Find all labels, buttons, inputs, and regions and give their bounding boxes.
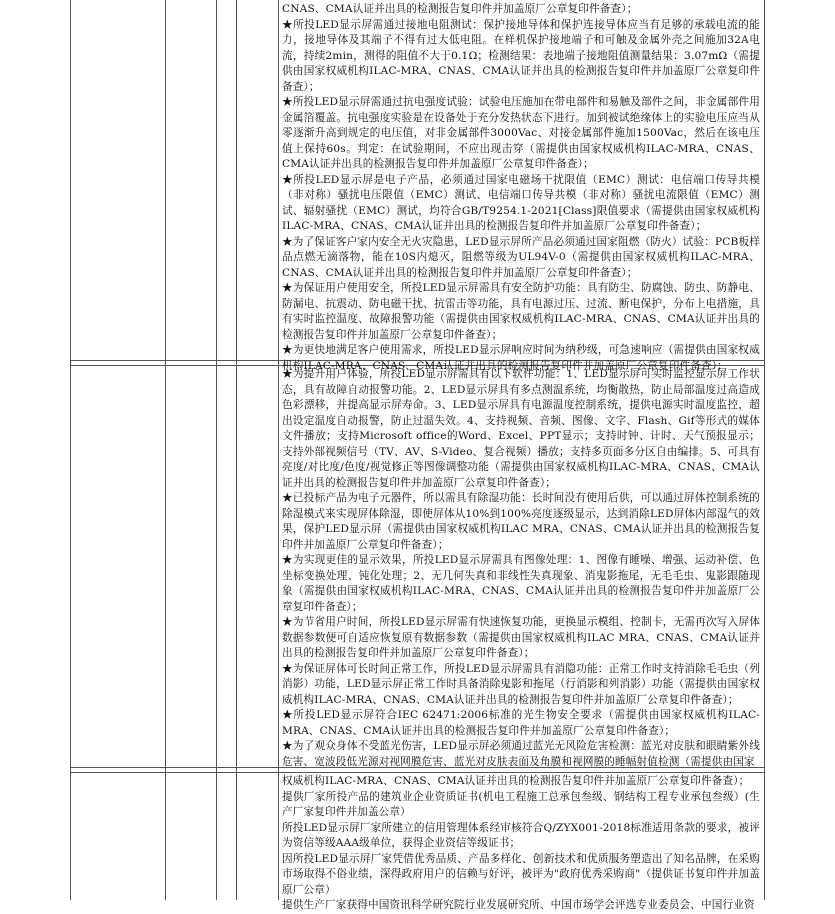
requirement-paragraph: ★已投标产品为电子元器件，所以需具有除湿功能：长时间没有使用后供，可以通过屏体控制系统的除湿模式来实现屏体除湿，即使屏体从10%到100%亮度逐级显示，达到消除LED屏体内部湿气的效果，保护LED显示屏（需提供由国家权威机构ILAC MRA、CNAS、CMA认证并出具的检测报告复印件并加盖原厂公章复印件备查）； xyxy=(282,492,760,551)
table-row-divider xyxy=(70,772,765,773)
table-border-right xyxy=(764,0,765,900)
table-column-divider xyxy=(278,0,279,900)
requirement-cell xyxy=(282,367,760,770)
table-column-divider xyxy=(236,0,237,900)
requirement-paragraph: 权威机构ILAC-MRA、CNAS、CMA认证并出具的检测报告复印件并加盖原厂公章复印件备查）； xyxy=(282,775,750,787)
requirement-paragraph: ★为保证用户使用安全，所投LED显示屏需具有安全防护功能：具有防尘、防腐蚀、防虫、防静电、防漏电、抗震动、防电磁干扰、抗雷击等功能，具有电源过压、过流、断电保护，分布上电措施，具有实时监控温度、故障报警功能（需提供由国家权威机构ILAC-MRA、CNAS、CMA认证并出具的检测报告复印件并加盖原厂公章复印件备查）； xyxy=(282,282,760,341)
table-column-divider xyxy=(165,0,166,900)
requirement-cell xyxy=(282,774,760,914)
requirement-paragraph: 所投LED显示屏厂家所建立的信用管理体系经审核符合Q/ZYX001-2018标准适用条款的要求，被评为资信等级AAA级单位，获得企业资信等级证书； xyxy=(282,821,760,849)
requirement-paragraph: ★为实现更佳的显示效果，所投LED显示屏需具有图像处理：1、图像有睡噪、增强、运动补偿、色坐标变换处理、钝化处理；2、无几何失真和非线性失真现象、消鬼影拖尾，无毛毛虫、鬼影跟随现象（需提供由国家权威机构ILAC-MRA、CNAS、CMA认证并出具的检测报告复印件并加盖原厂公章复印件备查）； xyxy=(282,554,760,613)
requirement-paragraph: ★为了观众身体不受蓝光伤害，LED显示屏必须通过蓝光无风险危害检测：蓝光对皮肤和眼睛紫外线危害、宽波段低光源对视网膜危害、蓝光对皮肤表面及角膜和视网膜的睡幅射值检测（需提供由国家 xyxy=(282,740,760,768)
table-column-divider xyxy=(216,0,217,900)
requirement-paragraph: ★为了保证客户家内安全无火灾隐患，LED显示屏所产品必须通过国家阻燃（防火）试验：PCB板样品点燃无滴落物，能在10S内熄灭，阻燃等级为UL94V-0（需提供由国家权威机构ILAC-MRA、CNAS、CMA认证并出具的检测报告复印件并加盖原厂公章复印件备查）； xyxy=(282,235,760,279)
requirement-paragraph: ★为节省用户时间，所投LED显示屏需有快速恢复功能，更换显示模组、控制卡，无需再次写入屏体数据参数便可自适应恢复原有数据参数（需提供由国家权威机构ILAC MRA、CNAS、CMA认证并出具的检测报告复印件并加盖原厂公章复印件备查）； xyxy=(282,616,760,659)
requirement-paragraph: ★为提升用户体验，所投LED显示屏需具有以下软件功能：1、LED显示屏可实时监控显示屏工作状态，具有故障自动报警功能。2、LED显示屏具有多点测温系统，均衡散热，防止局部温度过高造成色彩漂移，并提高显示屏寿命。3、LED显示屏具有电源温度控制系统，提供电源实时温度监控，超出设定温度自动报警，防止过温失效。4、支持视频、音频、图像、文字、Flash、Gif等形式的媒体文件播放；支持Microsoft office的Word、Excel、PPT显示；支持时钟、计时、天气预报显示；支持外部视频信号（TV、AV、S-Video、复合视频）播放；支持多页面多分区自由编排。5、可具有亮度/对比度/色度/视觉修正等图像调整功能（需提供由国家权威机构ILAC-MRA、CNAS、CMA认证并出具的检测报告复印件并加盖原厂公章复印件备查）； xyxy=(282,368,760,489)
requirement-paragraph: 提供厂家所投产品的建筑业企业资质证书(机电工程施工总承包叁级、钢结构工程专业承包叁级）(生产厂家复印件并加盖公章） xyxy=(282,790,760,818)
table-border-left xyxy=(70,0,71,900)
requirement-cell xyxy=(282,2,760,374)
requirement-paragraph: ★所投LED显示屏符合IEC 62471:2006标准的光生物安全要求（需提供由国家权威机构ILAC-MRA、CNAS、CMA认证并出具的检测报告复印件并加盖原厂公章复印件备查）； xyxy=(282,709,760,737)
requirement-paragraph: ★为更快地满足客户使用需求，所投LED显示屏响应时间为纳秒级，可急速响应（需提供由国家权威机构ILAC-MRA、CNAS、CMA认证并出具的检测报告复印件并加盖原厂公章复印件备查）； xyxy=(282,344,760,372)
requirement-paragraph: ★所投LED显示屏需通过抗电强度试验：试验电压施加在带电部件和易触及部件之间，非金属部件用金属箔覆盖。抗电强度实验是在设备处于充分发热状态下进行。加到被试绝缘体上的实验电压应当从零逐渐升高到规定的电压值，对非金属部件3000Vac、对接金属部件施加1500Vac，然后在该电压值上保持60s。判定：在试验期间，不应出现击穿（需提供由国家权威机构ILAC-MRA、CNAS、CMA认证并出具的检测报告复印件并加盖原厂公章复印件备查）； xyxy=(282,96,760,170)
requirement-paragraph: ★为保证屏体可长时间正常工作，所投LED显示屏需具有消隐功能：正常工作时支持消除毛毛虫（列消影）功能，LED显示屏正常工作时具备消除鬼影和拖尾（行消影和列消影）功能（需提供由国家权威机构ILAC-MRA、CNAS、CMA认证并出具的检测报告复印件并加盖原厂公章复印件备查）； xyxy=(282,662,760,706)
requirement-paragraph: 因所投LED显示屏厂家凭借优秀品质、产品多样化、创新技术和优质服务塑造出了知名品牌，在采购市场取得不俗业绩，深得政府用户的信赖与好评，被评为"政府优秀采购商"（提供证书复印件并加盖原厂公章） xyxy=(282,852,760,896)
requirement-paragraph: CNAS、CMA认证并出具的检测报告复印件并加盖原厂公章复印件备查）； xyxy=(282,3,638,15)
requirement-paragraph: 提供生产厂家获得中国资讯科学研究院行业发展研究所、中国市场学会评选专业委员会、中国行业资 xyxy=(282,899,755,911)
requirement-paragraph: ★所投LED显示屏是电子产品，必须通过国家电磁场干扰限值（EMC）测试：电信端口传导共模（非对称）骚扰电压限值（EMC）测试、电信端口传导共模（非对称）骚扰电流限值（EMC）测试、辐射骚扰（EMC）测试，均符合GB/T9254.1-2021[Class]限值要求（需提供由国家权威机构ILAC-MRA、CNAS、CMA认证并出具的检测报告复印件并加盖原厂公章复印件备查）； xyxy=(282,173,760,232)
requirement-paragraph: ★所投LED显示屏需通过接地电阻测试：保护接地导体和保护连接导体应当有足够的承载电流的能力，接地导体及其端子不得有过大低电阻。在样机保护接地端子和可触及金属外壳之间施加32A电流，持续2min，测得的阻值不大于0.1Ω；检测结果：表地端子接地阻值测量结果：3.07mΩ（需提供由国家权威机构ILAC-MRA、CNAS、CMA认证并出具的检测报告复印件并加盖原厂公章复印件备查）； xyxy=(282,18,760,93)
